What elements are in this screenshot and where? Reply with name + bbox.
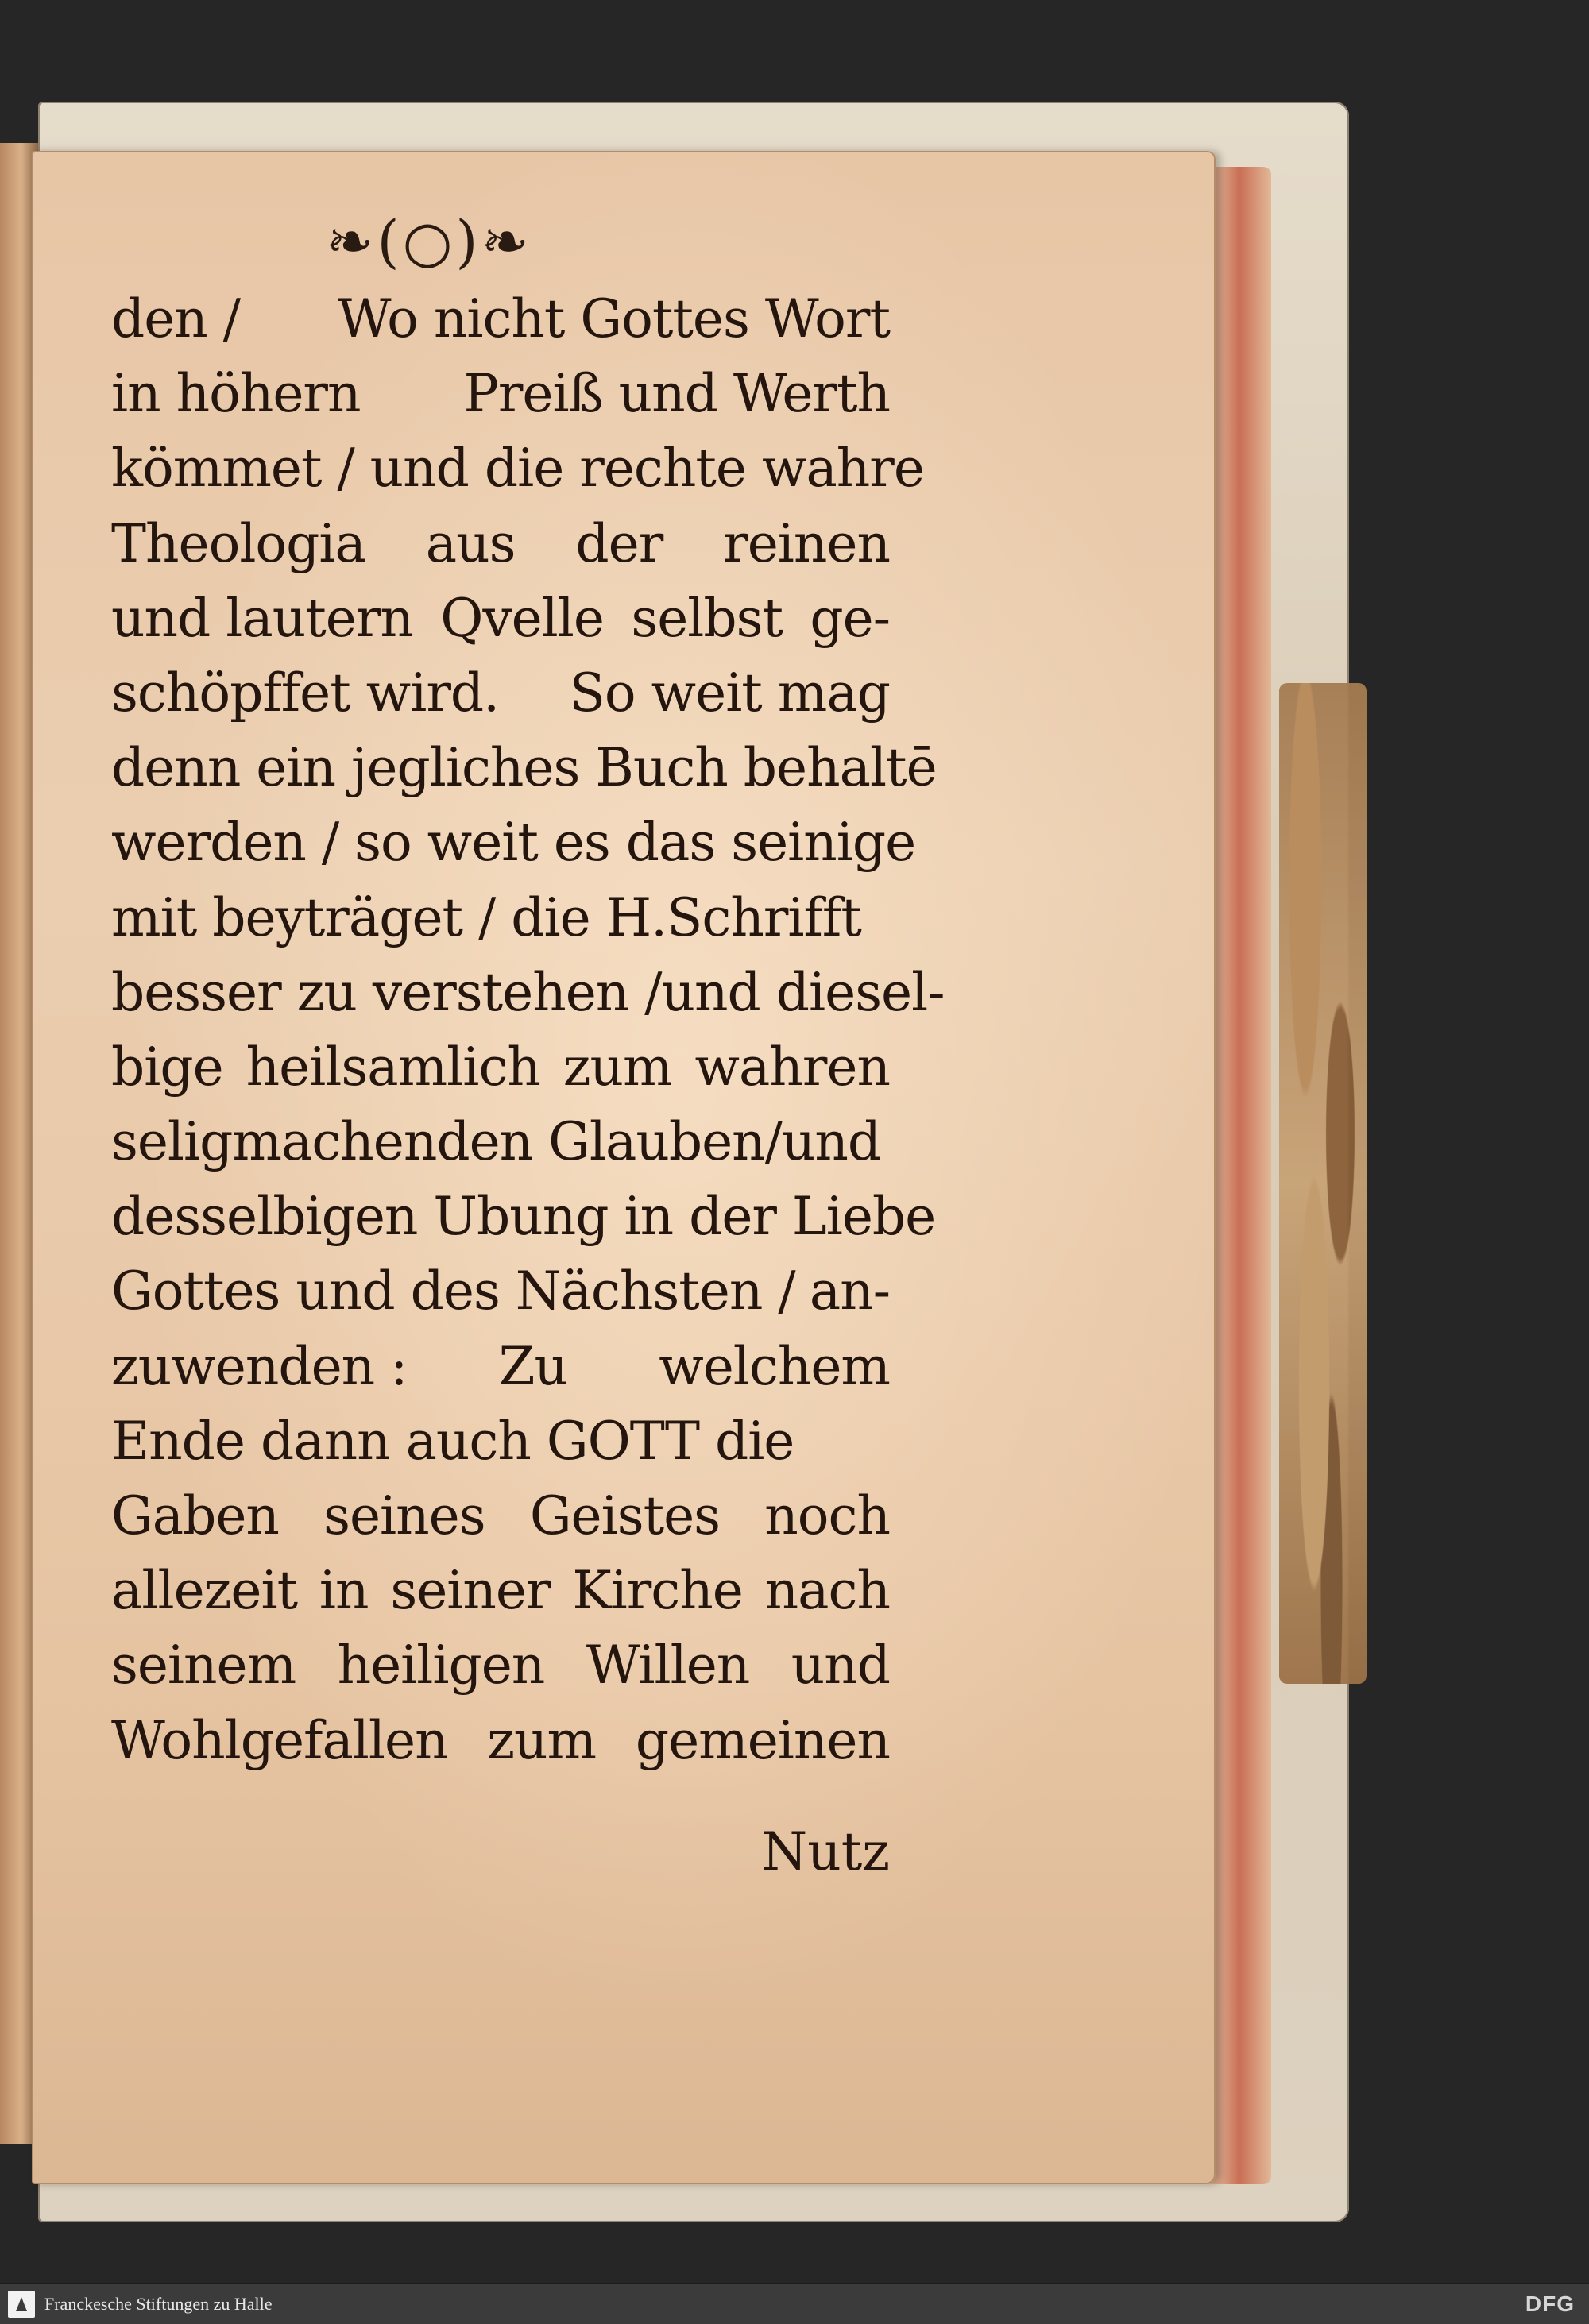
text-line <box>111 1554 890 1628</box>
text-segment: kömmet / und die rechte wahre <box>111 438 924 500</box>
text-segment: in höhern <box>111 363 361 425</box>
text-segment: und <box>791 1635 890 1697</box>
text-segment: besser zu verstehen / <box>111 961 662 1023</box>
text-segment: Wo nicht Gottes Wort <box>337 288 890 349</box>
catchword: Nutz <box>761 1821 890 1882</box>
text-segment: denn ein jegliches Buch behaltē <box>111 737 937 799</box>
text-segment: heilsamlich <box>246 1036 540 1098</box>
text-segment: ge- <box>810 587 890 649</box>
text-line <box>111 731 937 805</box>
text-segment: Ende dann auch GOTT die <box>111 1410 794 1472</box>
institution-name: Franckesche Stiftungen zu Halle <box>44 2294 273 2314</box>
text-line <box>111 955 945 1030</box>
text-segment: Gaben <box>111 1485 279 1546</box>
page-ornament: ❧(○)❧ <box>326 208 532 275</box>
book-page <box>32 151 1216 2184</box>
text-segment: nach <box>764 1560 890 1622</box>
text-segment: heiligen <box>337 1635 545 1697</box>
text-segment: der <box>575 512 663 574</box>
dfg-logo: DFG <box>1525 2291 1575 2316</box>
text-segment: seinem <box>111 1635 296 1697</box>
text-segment: Qvelle <box>440 587 604 649</box>
text-segment: zuwenden : <box>111 1335 408 1397</box>
text-segment: seines <box>323 1485 485 1546</box>
text-line <box>111 881 890 955</box>
text-segment: reinen <box>723 512 890 574</box>
text-segment: seiner <box>390 1560 551 1622</box>
text-line <box>111 581 890 656</box>
text-line <box>111 1179 936 1254</box>
text-segment: allezeit <box>111 1560 298 1622</box>
text-segment: noch <box>764 1485 890 1546</box>
text-segment: gemeinen <box>635 1709 890 1771</box>
text-line <box>111 1479 890 1554</box>
viewer-footer <box>0 2283 1589 2324</box>
text-segment: in <box>319 1560 369 1622</box>
text-line <box>111 1330 890 1404</box>
text-line <box>111 656 890 731</box>
text-segment: Geistes <box>529 1485 721 1546</box>
text-line <box>111 507 890 581</box>
text-segment: bige <box>111 1036 223 1098</box>
text-segment: Kirche <box>572 1560 743 1622</box>
text-line <box>111 282 890 357</box>
text-segment: und lautern <box>111 587 413 649</box>
text-line <box>111 1105 890 1179</box>
text-segment: Wohlgefallen <box>111 1709 448 1771</box>
text-block <box>111 282 945 1778</box>
text-segment: an- <box>809 1260 890 1322</box>
text-line <box>111 431 924 506</box>
text-line <box>111 1628 890 1703</box>
text-line <box>111 1404 890 1479</box>
text-segment: wahren <box>694 1036 890 1098</box>
text-segment: welchem <box>659 1335 890 1397</box>
text-line <box>111 357 890 431</box>
text-segment: Gottes und des Nächsten / <box>111 1260 795 1322</box>
text-segment: Zu <box>498 1335 567 1397</box>
text-segment: und diesel- <box>661 961 945 1023</box>
text-segment: Willen <box>586 1635 750 1697</box>
text-segment: zum <box>487 1709 597 1771</box>
text-segment: den / <box>111 288 241 349</box>
text-segment: aus <box>425 512 516 574</box>
institution-logo-icon <box>8 2291 35 2318</box>
text-segment: zum <box>563 1036 672 1098</box>
text-line <box>111 1030 890 1105</box>
text-segment: selbst <box>631 587 783 649</box>
text-segment: werden / so weit es das seinige <box>111 812 916 874</box>
text-line <box>111 805 916 880</box>
text-segment: mit beyträget / die H.Schrifft <box>111 886 861 948</box>
text-line <box>111 1254 890 1329</box>
text-line <box>111 1704 890 1778</box>
marbled-cover-patch <box>1279 683 1367 1684</box>
text-segment: Theologia <box>111 512 365 574</box>
text-segment: schöpffet wird. <box>111 662 500 724</box>
text-segment: desselbigen Ubung in der Liebe <box>111 1186 936 1248</box>
text-segment: Preiß und Werth <box>463 363 890 425</box>
text-segment: So weit mag <box>569 662 890 724</box>
text-segment: seligmachenden Glauben/und <box>111 1111 881 1173</box>
